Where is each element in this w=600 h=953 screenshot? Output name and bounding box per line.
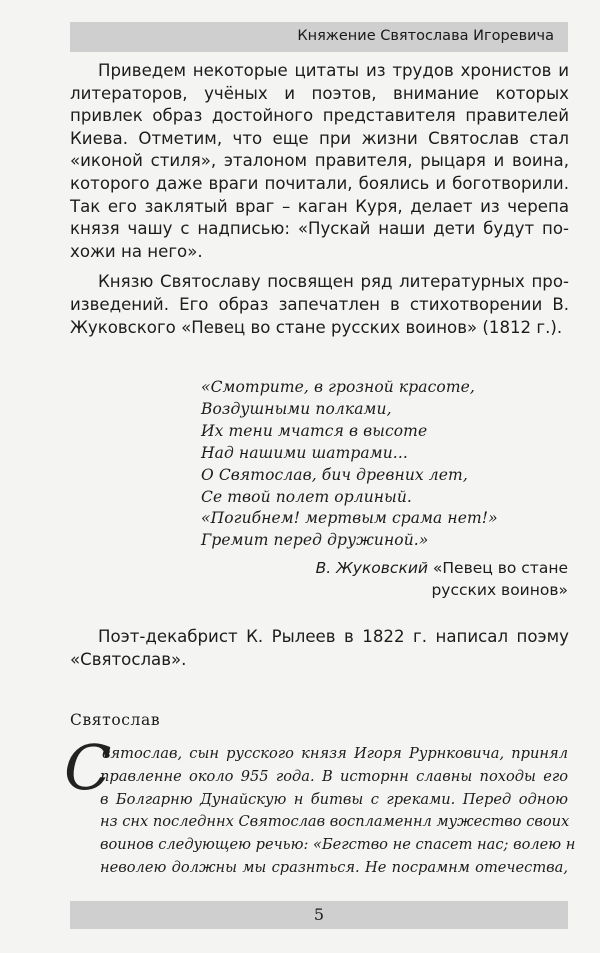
running-header xyxy=(70,22,568,52)
poem-line: Се твой полет орлиный. xyxy=(201,487,412,506)
excerpt-text xyxy=(100,743,576,880)
poem-attribution xyxy=(316,557,568,601)
poem-line: Над нашими шатрами... xyxy=(201,443,408,462)
attribution-work-continued: русских воинов» xyxy=(431,581,568,599)
poem-line: «Погибнем! мертвым срама нет!» xyxy=(201,509,498,528)
poem-line: Их тени мчатся в высоте xyxy=(201,421,428,440)
attribution-author: В. Жуковский xyxy=(315,559,428,577)
poem-line: «Смотрите, в грозной красоте, xyxy=(201,378,475,396)
paragraph xyxy=(70,626,569,671)
poem-line: Воздушными полками, xyxy=(201,399,392,418)
page-number: 5 xyxy=(313,905,325,924)
poem-line: О Святослав, бич древних лет, xyxy=(201,465,468,484)
attribution-work: «Певец во стане xyxy=(432,559,568,577)
body-text xyxy=(70,60,569,347)
excerpt-line: нз снх последннх Святослав воспламеннл мужество своих xyxy=(100,813,570,831)
excerpt-line: правленне около 955 года. В исторнн славны походы его xyxy=(100,767,568,785)
excerpt-title: Святослав xyxy=(70,711,161,729)
drop-cap: С xyxy=(64,731,112,804)
excerpt-line: вятослав, сын русского князя Игоря Рурнковича, принял xyxy=(102,745,568,762)
page-footer xyxy=(70,901,568,929)
excerpt-line: неволею должны мы сразнться. Не посрамнм отечества, xyxy=(100,858,568,876)
paragraph: Князю Святославу посвящен ряд литературных произведений. Его образ запечатлен в стихотворении В. Жуковского «Певец во стане русских воинов» (1812 г.). xyxy=(70,272,569,337)
paragraph-text: Поэт-декабрист К. Рылеев в 1822 г. написал поэму «Святослав». xyxy=(70,627,569,669)
poem-line: Гремит перед дружиной.» xyxy=(201,531,429,550)
poem-quote xyxy=(201,377,521,552)
excerpt-line: воинов следующею речью: «Бегство не спасет нас; волею н xyxy=(100,836,576,854)
running-header-title: Княжение Святослава Игоревича xyxy=(297,28,554,44)
excerpt-line: в Болгарню Дунайскую н битвы с греками. Перед одною xyxy=(100,790,568,808)
paragraph: Приведем некоторые цитаты из трудов хронистов и литераторов, учёных и поэтов, внимание которых привлек образ достойного представителя правителей Киева. Отметим, что еще при жизни Святослав стал «иконой стиля», эталоном правителя, рыцаря и воина, которого даже враги почитали, боялись и боготворили. Так его заклятый враг – каган Куря, делает из черепа князя чашу с надписью: «Пускай наши дети будут похожи на него». xyxy=(70,61,569,261)
